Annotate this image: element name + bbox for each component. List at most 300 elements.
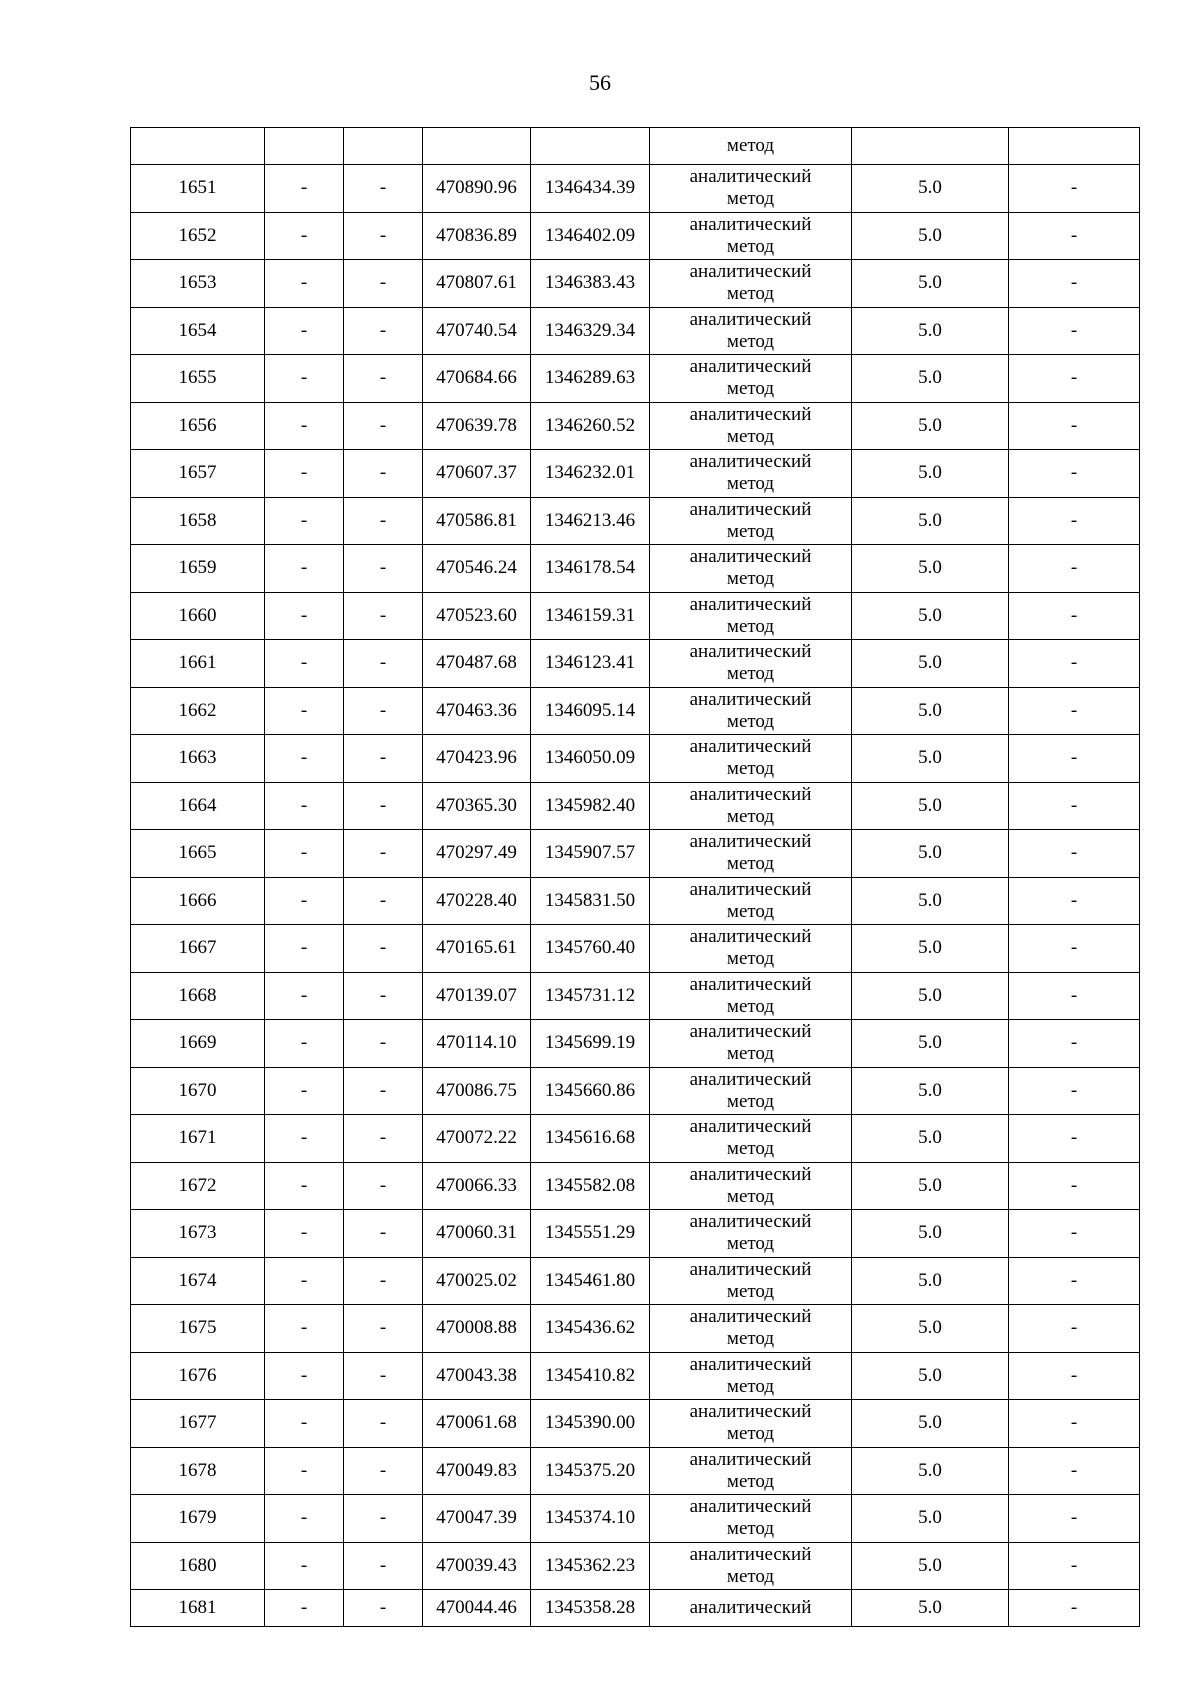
cell-col2: - [265, 402, 344, 450]
cell-y: 1346095.14 [531, 687, 650, 735]
table-row [131, 1020, 1140, 1068]
cell-number [131, 128, 265, 165]
cell-col2 [265, 128, 344, 165]
cell-col8: - [1009, 877, 1140, 925]
method-line-2: метод [726, 188, 775, 210]
cell-y: 1346213.46 [531, 497, 650, 545]
cell-col8: - [1009, 1305, 1140, 1353]
cell-col8: - [1009, 497, 1140, 545]
cell-number: 1668 [131, 972, 265, 1020]
cell-col8: - [1009, 545, 1140, 593]
cell-accuracy: 5.0 [852, 212, 1009, 260]
method-line-2: метод [726, 520, 775, 542]
cell-col3: - [344, 497, 423, 545]
method-line-1: аналитический [689, 736, 812, 758]
cell-accuracy: 5.0 [852, 307, 1009, 355]
cell-col3: - [344, 592, 423, 640]
cell-y [531, 128, 650, 165]
method-line-1: аналитический [689, 1068, 812, 1090]
cell-accuracy: 5.0 [852, 735, 1009, 783]
method-line-2: метод [726, 948, 775, 970]
method-line-2: метод [726, 900, 775, 922]
table-row [131, 497, 1140, 545]
table-row [131, 1447, 1140, 1495]
cell-col8: - [1009, 212, 1140, 260]
cell-col2: - [265, 165, 344, 213]
cell-col3: - [344, 1067, 423, 1115]
cell-x: 470836.89 [423, 212, 531, 260]
cell-accuracy [852, 128, 1009, 165]
cell-col3: - [344, 1352, 423, 1400]
method-line-1: аналитический [689, 926, 812, 948]
method-line-2: метод [726, 805, 775, 827]
cell-x: 470639.78 [423, 402, 531, 450]
cell-x: 470487.68 [423, 640, 531, 688]
cell-col8: - [1009, 1542, 1140, 1590]
cell-accuracy: 5.0 [852, 260, 1009, 308]
cell-col8: - [1009, 1590, 1140, 1627]
cell-method [650, 1210, 852, 1258]
table-row [131, 1305, 1140, 1353]
cell-col8: - [1009, 165, 1140, 213]
cell-col8: - [1009, 450, 1140, 498]
cell-method [650, 972, 852, 1020]
cell-number: 1676 [131, 1352, 265, 1400]
method-line-1: аналитический [689, 878, 812, 900]
method-line-2: метод [726, 1138, 775, 1160]
method-line-1: аналитический [689, 498, 812, 520]
method-line-2: метод [726, 1328, 775, 1350]
cell-col3 [344, 128, 423, 165]
cell-col2: - [265, 687, 344, 735]
table-row [131, 1495, 1140, 1543]
cell-accuracy: 5.0 [852, 497, 1009, 545]
cell-x: 470165.61 [423, 925, 531, 973]
cell-method [650, 877, 852, 925]
cell-x: 470139.07 [423, 972, 531, 1020]
cell-col2: - [265, 925, 344, 973]
cell-method [650, 1352, 852, 1400]
cell-y: 1345660.86 [531, 1067, 650, 1115]
cell-col2: - [265, 497, 344, 545]
method-line-2: метод [726, 1565, 775, 1587]
cell-accuracy: 5.0 [852, 782, 1009, 830]
cell-col2: - [265, 1495, 344, 1543]
cell-y: 1345616.68 [531, 1115, 650, 1163]
method-line-2: метод [726, 1518, 775, 1540]
cell-method [650, 165, 852, 213]
cell-col8: - [1009, 1115, 1140, 1163]
cell-col2: - [265, 1447, 344, 1495]
cell-method [650, 592, 852, 640]
cell-method [650, 687, 852, 735]
method-line-2: метод [726, 283, 775, 305]
cell-col3: - [344, 165, 423, 213]
cell-method [650, 640, 852, 688]
method-line-1: аналитический [689, 783, 812, 805]
method-line-2: метод [726, 710, 775, 732]
method-line-1: аналитический [689, 308, 812, 330]
cell-method [650, 1257, 852, 1305]
method-line-1: аналитический [689, 1021, 812, 1043]
cell-col3: - [344, 1542, 423, 1590]
cell-method [650, 450, 852, 498]
cell-col2: - [265, 1400, 344, 1448]
cell-y: 1345362.23 [531, 1542, 650, 1590]
table-row [131, 830, 1140, 878]
cell-y: 1346178.54 [531, 545, 650, 593]
cell-y: 1345907.57 [531, 830, 650, 878]
cell-method [650, 782, 852, 830]
cell-y: 1345731.12 [531, 972, 650, 1020]
method-line-1: аналитический [689, 546, 812, 568]
cell-col3: - [344, 735, 423, 783]
cell-accuracy: 5.0 [852, 1542, 1009, 1590]
cell-col8: - [1009, 1495, 1140, 1543]
table-row [131, 1257, 1140, 1305]
cell-x: 470807.61 [423, 260, 531, 308]
cell-x: 470049.83 [423, 1447, 531, 1495]
cell-col8: - [1009, 830, 1140, 878]
cell-col2: - [265, 1067, 344, 1115]
cell-col3: - [344, 450, 423, 498]
cell-col3: - [344, 925, 423, 973]
cell-col3: - [344, 355, 423, 403]
cell-x: 470523.60 [423, 592, 531, 640]
cell-y: 1345551.29 [531, 1210, 650, 1258]
table-row [131, 1162, 1140, 1210]
cell-number: 1664 [131, 782, 265, 830]
method-line-2: метод [726, 853, 775, 875]
cell-number: 1662 [131, 687, 265, 735]
cell-y: 1346383.43 [531, 260, 650, 308]
cell-y: 1346329.34 [531, 307, 650, 355]
cell-col3: - [344, 1590, 423, 1627]
cell-number: 1660 [131, 592, 265, 640]
cell-y: 1345461.80 [531, 1257, 650, 1305]
cell-y: 1345410.82 [531, 1352, 650, 1400]
cell-accuracy: 5.0 [852, 925, 1009, 973]
cell-col3: - [344, 1115, 423, 1163]
method-line-1: аналитический [689, 213, 812, 235]
cell-col8: - [1009, 1400, 1140, 1448]
cell-col3: - [344, 877, 423, 925]
cell-col2: - [265, 450, 344, 498]
table-row [131, 592, 1140, 640]
method-line-1: аналитический [689, 831, 812, 853]
cell-col8: - [1009, 735, 1140, 783]
method-line-2: метод [726, 378, 775, 400]
cell-x: 470586.81 [423, 497, 531, 545]
cell-x: 470114.10 [423, 1020, 531, 1068]
cell-number: 1658 [131, 497, 265, 545]
cell-accuracy: 5.0 [852, 1210, 1009, 1258]
cell-method [650, 1162, 852, 1210]
method-line-2: метод [726, 1185, 775, 1207]
cell-col3: - [344, 1210, 423, 1258]
method-line-2: метод [726, 425, 775, 447]
method-line-2: метод [726, 1090, 775, 1112]
cell-col2: - [265, 1115, 344, 1163]
cell-col2: - [265, 212, 344, 260]
cell-col2: - [265, 972, 344, 1020]
cell-number: 1679 [131, 1495, 265, 1543]
cell-col2: - [265, 1210, 344, 1258]
method-line-2: метод [726, 1043, 775, 1065]
cell-col8: - [1009, 782, 1140, 830]
cell-x: 470740.54 [423, 307, 531, 355]
cell-number: 1654 [131, 307, 265, 355]
cell-method: метод [650, 128, 852, 165]
cell-x: 470297.49 [423, 830, 531, 878]
cell-y: 1345760.40 [531, 925, 650, 973]
cell-accuracy: 5.0 [852, 830, 1009, 878]
cell-col8: - [1009, 260, 1140, 308]
table-row [131, 925, 1140, 973]
cell-number: 1663 [131, 735, 265, 783]
method-line-1: аналитический [689, 1258, 812, 1280]
cell-number: 1661 [131, 640, 265, 688]
cell-x: 470228.40 [423, 877, 531, 925]
cell-accuracy: 5.0 [852, 592, 1009, 640]
cell-method [650, 830, 852, 878]
cell-col8: - [1009, 1067, 1140, 1115]
method-line-1: аналитический [689, 688, 812, 710]
cell-y: 1346123.41 [531, 640, 650, 688]
method-line-1: аналитический [689, 1543, 812, 1565]
cell-method [650, 1115, 852, 1163]
table-row [131, 450, 1140, 498]
method-line-2: метод [726, 330, 775, 352]
cell-col8: - [1009, 1162, 1140, 1210]
cell-accuracy: 5.0 [852, 1590, 1009, 1627]
method-line-2: метод [726, 1423, 775, 1445]
cell-col2: - [265, 1352, 344, 1400]
cell-number: 1657 [131, 450, 265, 498]
cell-x: 470060.31 [423, 1210, 531, 1258]
method-line-2: метод [726, 568, 775, 590]
method-line-2: метод [726, 995, 775, 1017]
table-row [131, 640, 1140, 688]
method-line-1: аналитический [689, 356, 812, 378]
cell-method [650, 1495, 852, 1543]
cell-col2: - [265, 1590, 344, 1627]
cell-x: 470684.66 [423, 355, 531, 403]
table-row [131, 307, 1140, 355]
cell-accuracy: 5.0 [852, 1257, 1009, 1305]
cell-col8: - [1009, 972, 1140, 1020]
cell-accuracy: 5.0 [852, 877, 1009, 925]
cell-col3: - [344, 1447, 423, 1495]
cell-number: 1652 [131, 212, 265, 260]
cell-col3: - [344, 1020, 423, 1068]
cell-accuracy: 5.0 [852, 1495, 1009, 1543]
cell-number: 1667 [131, 925, 265, 973]
cell-x: 470463.36 [423, 687, 531, 735]
cell-col2: - [265, 1305, 344, 1353]
cell-number: 1678 [131, 1447, 265, 1495]
table-body [131, 128, 1140, 1627]
table-row [131, 1352, 1140, 1400]
table-row [131, 1115, 1140, 1163]
method-line-1: аналитический [689, 1211, 812, 1233]
cell-x: 470044.46 [423, 1590, 531, 1627]
cell-method [650, 1305, 852, 1353]
cell-accuracy: 5.0 [852, 1352, 1009, 1400]
cell-col3: - [344, 545, 423, 593]
cell-number: 1677 [131, 1400, 265, 1448]
cell-y: 1345436.62 [531, 1305, 650, 1353]
cell-number: 1653 [131, 260, 265, 308]
method-line-1: аналитический [689, 166, 812, 188]
cell-number: 1665 [131, 830, 265, 878]
table-row [131, 545, 1140, 593]
table-row-continuation [131, 128, 1140, 165]
cell-x: 470365.30 [423, 782, 531, 830]
cell-col2: - [265, 260, 344, 308]
cell-col2: - [265, 1542, 344, 1590]
cell-number: 1655 [131, 355, 265, 403]
cell-y: 1345982.40 [531, 782, 650, 830]
cell-col2: - [265, 735, 344, 783]
cell-accuracy: 5.0 [852, 402, 1009, 450]
table-row [131, 687, 1140, 735]
cell-number: 1659 [131, 545, 265, 593]
cell-x: 470061.68 [423, 1400, 531, 1448]
method-line-1: аналитический [689, 1306, 812, 1328]
cell-y: 1345374.10 [531, 1495, 650, 1543]
cell-method [650, 497, 852, 545]
table-row [131, 1590, 1140, 1627]
cell-number: 1681 [131, 1590, 265, 1627]
cell-method [650, 355, 852, 403]
page-number: 56 [589, 70, 611, 95]
method-line-2: метод [726, 235, 775, 257]
table-row [131, 1542, 1140, 1590]
cell-method [650, 1067, 852, 1115]
cell-col2: - [265, 782, 344, 830]
cell-col8: - [1009, 925, 1140, 973]
cell-accuracy: 5.0 [852, 1305, 1009, 1353]
table-row [131, 735, 1140, 783]
cell-y: 1345390.00 [531, 1400, 650, 1448]
table-row [131, 212, 1140, 260]
cell-col8: - [1009, 355, 1140, 403]
cell-number: 1675 [131, 1305, 265, 1353]
cell-col3: - [344, 782, 423, 830]
cell-col8: - [1009, 1020, 1140, 1068]
cell-col8: - [1009, 640, 1140, 688]
method-line-2: метод [726, 1280, 775, 1302]
cell-col3: - [344, 972, 423, 1020]
cell-method [650, 925, 852, 973]
cell-number: 1673 [131, 1210, 265, 1258]
cell-number: 1656 [131, 402, 265, 450]
cell-x: 470086.75 [423, 1067, 531, 1115]
table-row [131, 972, 1140, 1020]
cell-accuracy: 5.0 [852, 1447, 1009, 1495]
cell-y: 1345582.08 [531, 1162, 650, 1210]
cell-x [423, 128, 531, 165]
cell-col2: - [265, 1162, 344, 1210]
cell-number: 1674 [131, 1257, 265, 1305]
method-line-2: метод [726, 1233, 775, 1255]
method-line-2: метод [726, 758, 775, 780]
cell-x: 470890.96 [423, 165, 531, 213]
cell-col8: - [1009, 687, 1140, 735]
cell-accuracy: 5.0 [852, 1400, 1009, 1448]
cell-method [650, 1447, 852, 1495]
cell-col3: - [344, 1162, 423, 1210]
table-row [131, 355, 1140, 403]
cell-method [650, 1020, 852, 1068]
cell-x: 470423.96 [423, 735, 531, 783]
table-row [131, 877, 1140, 925]
cell-col3: - [344, 212, 423, 260]
cell-accuracy: 5.0 [852, 972, 1009, 1020]
cell-x: 470025.02 [423, 1257, 531, 1305]
cell-x: 470039.43 [423, 1542, 531, 1590]
cell-y: 1346434.39 [531, 165, 650, 213]
cell-number: 1670 [131, 1067, 265, 1115]
cell-x: 470043.38 [423, 1352, 531, 1400]
cell-x: 470072.22 [423, 1115, 531, 1163]
cell-accuracy: 5.0 [852, 450, 1009, 498]
cell-x: 470607.37 [423, 450, 531, 498]
cell-number: 1672 [131, 1162, 265, 1210]
cell-col8 [1009, 128, 1140, 165]
cell-number: 1666 [131, 877, 265, 925]
cell-number: 1651 [131, 165, 265, 213]
cell-accuracy: 5.0 [852, 355, 1009, 403]
cell-x: 470047.39 [423, 1495, 531, 1543]
cell-col8: - [1009, 1210, 1140, 1258]
table-row [131, 1210, 1140, 1258]
cell-method [650, 212, 852, 260]
table-row [131, 782, 1140, 830]
cell-y: 1346402.09 [531, 212, 650, 260]
method-line-2: метод [726, 1470, 775, 1492]
cell-x: 470008.88 [423, 1305, 531, 1353]
cell-col8: - [1009, 402, 1140, 450]
method-line-1: аналитический [689, 973, 812, 995]
cell-number: 1671 [131, 1115, 265, 1163]
cell-col3: - [344, 1305, 423, 1353]
table-row [131, 260, 1140, 308]
cell-col3: - [344, 1257, 423, 1305]
cell-col3: - [344, 1400, 423, 1448]
cell-col8: - [1009, 307, 1140, 355]
cell-col8: - [1009, 1352, 1140, 1400]
method-line-1: аналитический [689, 451, 812, 473]
cell-accuracy: 5.0 [852, 1020, 1009, 1068]
cell-accuracy: 5.0 [852, 640, 1009, 688]
method-line-1: аналитический [689, 1496, 812, 1518]
cell-col3: - [344, 830, 423, 878]
method-line-2: метод [726, 473, 775, 495]
cell-y: 1345699.19 [531, 1020, 650, 1068]
method-line-1: аналитический [689, 641, 812, 663]
cell-y: 1346050.09 [531, 735, 650, 783]
method-line-1: аналитический [689, 1353, 812, 1375]
cell-method [650, 402, 852, 450]
cell-col2: - [265, 640, 344, 688]
cell-col3: - [344, 1495, 423, 1543]
cell-col3: - [344, 307, 423, 355]
method-line-1: аналитический [689, 1116, 812, 1138]
cell-col2: - [265, 1020, 344, 1068]
cell-col3: - [344, 687, 423, 735]
